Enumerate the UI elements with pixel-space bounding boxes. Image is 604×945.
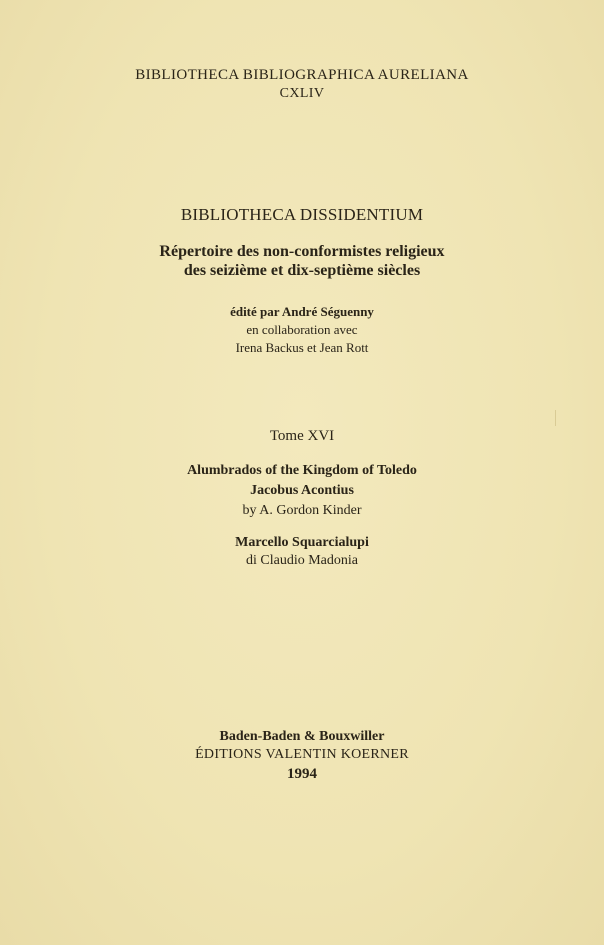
imprint-year: 1994 <box>287 766 317 782</box>
series-number: CXLIV <box>279 86 325 101</box>
editor-line-3: Irena Backus et Jean Rott <box>235 340 369 355</box>
imprint-place: Baden-Baden & Bouxwiller <box>219 729 385 744</box>
contents-title-3: Marcello Squarcialupi <box>235 535 369 550</box>
subtitle-line-2: des seizième et dix-septième siècles <box>183 262 421 279</box>
contents-author-1: by A. Gordon Kinder <box>242 503 362 518</box>
imprint-publisher: ÉDITIONS VALENTIN KOERNER <box>195 747 409 762</box>
editor-line-2: en collaboration avec <box>246 322 358 337</box>
contents-author-2: di Claudio Madonia <box>246 553 358 568</box>
volume-label: Tome XVI <box>269 428 335 444</box>
subtitle-line-1: Répertoire des non-conformistes religieux <box>159 243 445 260</box>
contents-title-2: Jacobus Acontius <box>250 483 354 498</box>
editor-line-1: édité par André Séguenny <box>230 304 374 319</box>
series-title: BIBLIOTHECA BIBLIOGRAPHICA AURELIANA <box>135 67 469 83</box>
contents-title-1: Alumbrados of the Kingdom of Toledo <box>187 463 417 478</box>
paper-speck <box>555 410 556 426</box>
main-title: BIBLIOTHECA DISSIDENTIUM <box>180 205 424 224</box>
